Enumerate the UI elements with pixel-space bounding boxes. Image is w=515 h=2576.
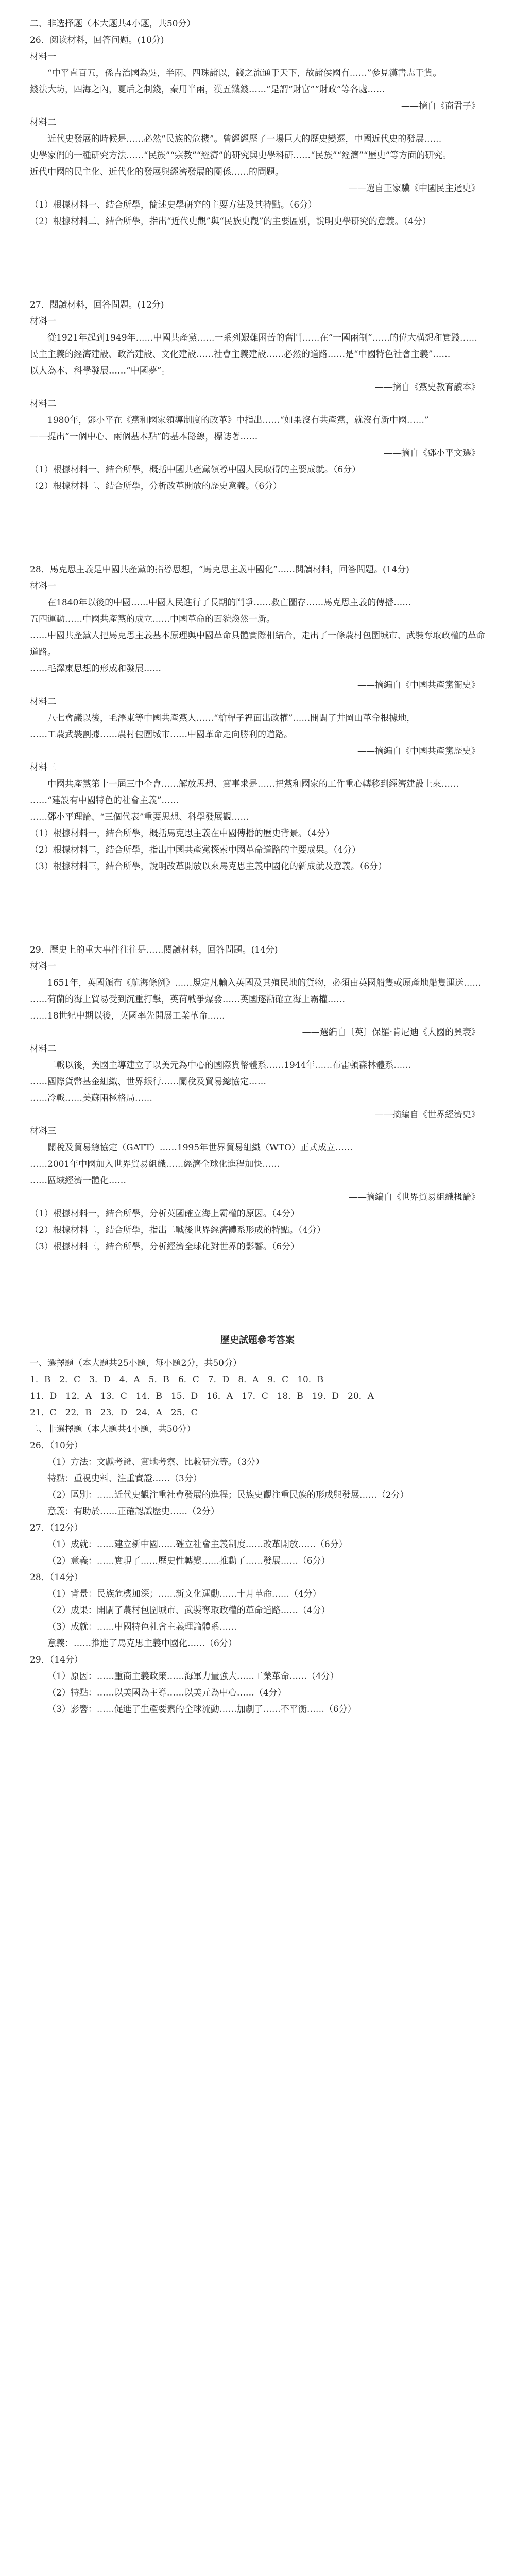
answer-key-title: 歷史試題參考答案 [220, 1335, 295, 1346]
q26-material-1-line: “中平直百五，孫吉治國為吳，半兩、四珠諸以，錢之流通于天下，故諸侯國有……”參見漢書志于貨。 [47, 68, 442, 78]
q29-material-2-line: ……冷戰……美蘇兩極格局…… [30, 1093, 152, 1104]
q28-material-1-line: 五四運動……中國共產黨的成立……中國革命的面貌煥然一新。 [30, 614, 275, 624]
answer-block-27 [30, 1520, 485, 1569]
q26-stem: 26．阅读材料，回答问题。(10分) [30, 35, 164, 45]
q29-material-2-source: ——摘編自《世界經濟史》 [375, 1110, 480, 1120]
q28-material-2-label: 材料二 [30, 697, 56, 707]
answer-line: （1）背景：民族危機加深；……新文化運動……十月革命……（4分） [47, 1589, 321, 1599]
answer-line: （2）特點：……以美國為主導……以美元為中心……（4分） [47, 1688, 286, 1698]
q27-material-2-line: ——提出“一個中心、兩個基本點”的基本路線，標誌著…… [30, 432, 258, 442]
choice-answer-row: 21．C 22．B 23．D 24．A 25．C [30, 1408, 198, 1418]
q28-material-2-line: 八七會議以後，毛澤東等中國共產黨人……“槍桿子裡面出政權”……開闢了井岡山革命根據地， [47, 713, 416, 723]
q29-material-1-line: ……荷蘭的海上貿易受到沉重打擊，英荷戰爭爆發……英國逐漸確立海上霸權…… [30, 994, 345, 1005]
answer-line: （1）成就：……建立新中國……確立社會主義制度……改革開放……（6分） [47, 1539, 348, 1550]
q29-material-1-line: ……18世紀中期以後，英國率先開展工業革命…… [30, 1011, 225, 1021]
q26-material-2-line: 近代中國的民主化、近代化的發展與經濟發展的關係……的問題。 [30, 167, 284, 177]
q26-material-2-line: 近代史發展的時候是……必然“民族的危機”。曾經經歷了一場巨大的歷史變遷，中國近代史的發展…… [47, 134, 442, 144]
q26-material-1-label: 材料一 [30, 52, 56, 62]
q26-material-2-source: ——選自王家驥《中國民主通史》 [349, 183, 480, 194]
q26-material-1-line: 錢法大坊，四海之內，夏后之制錢，秦用半兩，漢五鐵錢……”是謂“財富”“財政”等各處…… [30, 84, 385, 95]
q27-question: （2）根據材料二、結合所學，分析改革開放的歷史意義。（6分） [30, 481, 282, 492]
answer-line: （2）意義：……實現了……歷史性轉變……推動了……發展……（6分） [47, 1556, 330, 1566]
q27-material-2-line: 1980年，鄧小平在《黨和國家領導制度的改革》中指出……“如果沒有共產黨，就沒有新中國……” [47, 415, 429, 426]
answer-line: （2）成果：開闢了農村包圍城市、武裝奪取政權的革命道路……（4分） [47, 1605, 330, 1616]
q28-material-3-label: 材料三 [30, 762, 56, 773]
q27-material-1-line: 從1921年起到1949年……中國共產黨……一系列艱難困苦的奮鬥……在“一國兩制”……的偉大構想和實踐…… [47, 333, 477, 343]
q27-stem: 27．閱讀材料，回答問題。(12分) [30, 300, 164, 310]
q28-question: （3）根據材料三，結合所學，說明改革開放以來馬克思主義中國化的新成就及意義。（6分） [30, 861, 387, 872]
q28-material-2-line: ……工農武裝割據……農村包圍城市……中國革命走向勝利的道路。 [30, 730, 293, 740]
answer-block-head: 29．（14分） [30, 1655, 83, 1665]
q29-question: （2）根據材料二，結合所學，指出二戰後世界經濟體系形成的特點。（4分） [30, 1225, 326, 1235]
q29-material-1-label: 材料一 [30, 961, 56, 972]
q29-material-3-label: 材料三 [30, 1126, 56, 1137]
answer-key [30, 1331, 485, 1718]
q28-material-1-source: ——摘編自《中國共產黨簡史》 [357, 680, 480, 690]
choice-answer-row: 11．D 12．A 13．C 14．B 15．D 16．A 17．C 18．B 19．D 20．A [30, 1391, 374, 1401]
q26-material-2-label: 材料二 [30, 117, 56, 128]
answer-block-29 [30, 1652, 485, 1718]
answer-line: （1）原因：……重商主義政策……海軍力量強大……工業革命……（4分） [47, 1671, 339, 1682]
answer-block-28 [30, 1569, 485, 1652]
q29-question: （1）根據材料一，結合所學，分析英國確立海上霸權的原因。（4分） [30, 1209, 300, 1219]
q28-stem: 28．馬克思主義是中國共產黨的指導思想，“馬克思主義中國化”……閱讀材料，回答問題。(14分) [30, 565, 409, 575]
q28-material-1-line: ……毛澤東思想的形成和發展…… [30, 664, 161, 674]
answer-part1-heading: 一、選擇題（本大題共25小題，每小題2分，共50分） [30, 1358, 242, 1368]
q29-material-3-line: 關稅及貿易總協定（GATT）……1995年世界貿易組織（WTO）正式成立…… [47, 1143, 353, 1153]
answer-line: （2）區別：……近代史觀注重社會發展的進程；民族史觀注重民族的形成與發展……（2分） [47, 1490, 409, 1500]
answer-block-26 [30, 1437, 485, 1520]
q27-material-1-line: 民主主義的經濟建設、政治建設、文化建設……社會主義建設……必然的道路……是“中國特色社會主義”…… [30, 349, 451, 360]
q29-material-3-source: ——摘編自《世界貿易組織概論》 [349, 1192, 480, 1202]
q28-material-1-label: 材料一 [30, 581, 56, 591]
q28-material-3-line: 中國共產黨第十一屆三中全會……解放思想、實事求是……把黨和國家的工作重心轉移到經濟建設上來…… [47, 779, 459, 789]
q29-material-2-line: 二戰以後，美國主導建立了以美元為中心的國際貨幣體系……1944年……布雷頓森林體系…… [47, 1060, 411, 1071]
q27-question: （1）根據材料一、結合所學，概括中國共產黨領導中國人民取得的主要成就。（6分） [30, 465, 361, 475]
q29-stem: 29．歷史上的重大事件往往是……閱讀材料，回答問題。(14分) [30, 945, 278, 955]
choice-answer-row: 1．B 2．C 3．D 4．A 5．B 6．C 7．D 8．A 9．C 10．B [30, 1375, 324, 1385]
q26-question: （2）根據材料二、結合所學，指出“近代史觀”與“民族史觀”的主要區別，說明史學研究的意義。（4分） [30, 216, 431, 227]
q28-material-2-source: ——摘編自《中國共產黨歷史》 [357, 746, 480, 756]
q28-question: （1）根據材料一，結合所學，概括馬克思主義在中國傳播的歷史背景。（4分） [30, 828, 335, 839]
q27-material-1-line: 以人為本、科學發展……“中國夢”。 [30, 366, 170, 376]
q28-question: （2）根據材料二，結合所學，指出中國共產黨探索中國革命道路的主要成果。（4分） [30, 845, 361, 855]
q29-material-2-label: 材料二 [30, 1044, 56, 1054]
answer-line: 特點：重視史料、注重實證……（3分） [47, 1473, 202, 1484]
answer-line: （1）方法：文獻考證、實地考察、比較研究等。（3分） [47, 1457, 265, 1467]
answer-part2-heading: 二、非選擇題（本大題共4小題，共50分） [30, 1424, 196, 1434]
q28-material-1-line: ……中國共產黨人把馬克思主義基本原理與中國革命具體實際相結合，走出了一條農村包圍城市、武裝奪取政權的革命道路。 [30, 631, 485, 657]
q26-material-2-line: 史學家們的一種研究方法……“民族”“宗教”“經濟”的研究與史學科研……“民族”“經濟”“歷史”等方面的研究。 [30, 150, 452, 161]
answer-line: （3）成就：……中國特色社會主義理論體系…… [47, 1622, 237, 1632]
q29-material-3-line: ……2001年中國加入世界貿易組織……經濟全球化進程加快…… [30, 1159, 280, 1170]
q27-material-1-label: 材料一 [30, 316, 56, 327]
q26-material-1-source: ——摘自《商君子》 [401, 101, 480, 111]
q29-material-1-source: ——選編自〔英〕保羅·肯尼迪《大國的興衰》 [302, 1027, 480, 1038]
q29-material-1-line: 1651年，英國頒布《航海條例》……規定凡輸入英國及其殖民地的貨物，必須由英國船隻或原產地船隻運送…… [47, 978, 482, 988]
question-27 [30, 297, 485, 495]
question-26 [30, 32, 485, 230]
answer-line: 意義：有助於……正確認識歷史……（2分） [47, 1506, 219, 1517]
part2-heading: 二、非选择题（本大题共4小题，共50分） [30, 19, 196, 29]
answer-block-head: 27．（12分） [30, 1523, 83, 1533]
answer-line: （3）影響：……促進了生產要素的全球流動……加劇了……不平衡……（6分） [47, 1704, 356, 1715]
q27-material-2-source: ——摘自《鄧小平文選》 [384, 448, 480, 459]
answer-line: 意義：……推進了馬克思主義中國化……（6分） [47, 1638, 237, 1649]
answer-block-head: 26．（10分） [30, 1440, 83, 1451]
q28-material-1-line: 在1840年以後的中國……中國人民進行了長期的鬥爭……救亡圖存……馬克思主義的傳播…… [47, 598, 411, 608]
q27-material-1-source: ——摘自《黨史教育讀本》 [375, 382, 480, 393]
q29-material-2-line: ……國際貨幣基金組織、世界銀行……關稅及貿易總協定…… [30, 1077, 266, 1087]
q29-material-3-line: ……區域經濟一體化…… [30, 1176, 126, 1186]
answer-block-head: 28．（14分） [30, 1572, 83, 1583]
q29-question: （3）根據材料三，結合所學，分析經濟全球化對世界的影響。（6分） [30, 1242, 300, 1252]
question-28 [30, 562, 485, 875]
q27-material-2-label: 材料二 [30, 399, 56, 409]
q28-material-3-line: ……鄧小平理論、“三個代表”重要思想、科學發展觀…… [30, 812, 249, 822]
q26-question: （1）根據材料一、結合所學，簡述史學研究的主要方法及其特點。（6分） [30, 200, 317, 210]
question-29 [30, 942, 485, 1255]
q28-material-3-line: ……“建設有中國特色的社會主義”…… [30, 795, 179, 806]
